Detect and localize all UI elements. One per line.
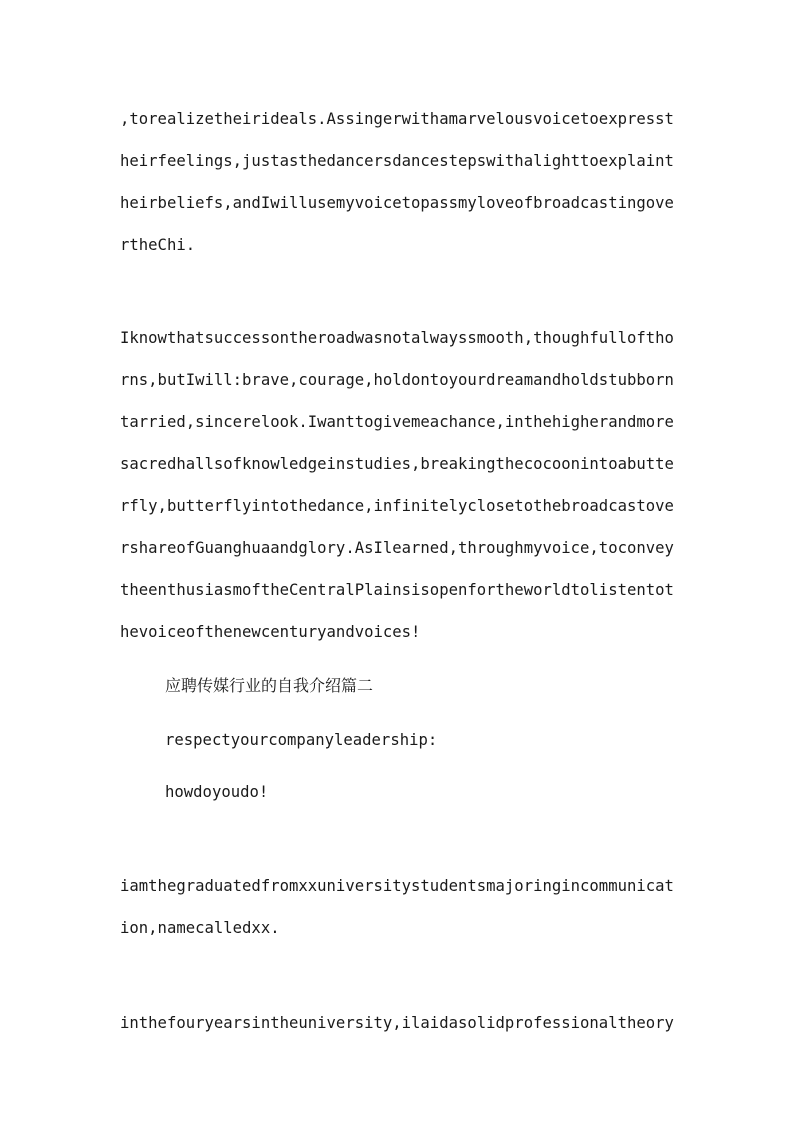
paragraph-1-line-4: rtheChi. xyxy=(120,236,196,254)
paragraph-2-line-5: rfly,butterflyintothedance,infinitelyclosetothebroadcastove xyxy=(120,497,674,515)
salutation: respectyourcompanyleadership: xyxy=(165,731,438,749)
paragraph-2-line-6: rshareofGuanghuaandglory.AsIlearned,throughmyvoice,toconvey xyxy=(120,539,674,557)
paragraph-2-line-7: theenthusiasmoftheCentralPlainsisopenfortheworldtolistentot xyxy=(120,581,674,599)
section-heading: 应聘传媒行业的自我介绍篇二 xyxy=(165,676,374,695)
paragraph-2-line-2: rns,butIwill:brave,courage,holdontoyourdreamandholdstubborn xyxy=(120,371,674,389)
paragraph-2-line-1: Iknowthatsuccessontheroadwasnotalwayssmooth,thoughfullofthо xyxy=(120,329,674,347)
paragraph-1-line-1: ,torealizetheirideals.Assingerwithamarvelousvoicetoexpresst xyxy=(120,110,674,128)
paragraph-2-line-3: tarried,sincerelook.Iwanttogivemeachance,inthehigherandmore xyxy=(120,413,674,431)
paragraph-2-line-4: sacredhallsofknowledgeinstudies,breakingthecocoonintoabutte xyxy=(120,455,674,473)
greeting: howdoyoudo! xyxy=(165,783,269,801)
paragraph-1-line-2: heirfeelings,justasthedancersdancestepswithalighttoexplaint xyxy=(120,152,674,170)
paragraph-1-line-3: heirbeliefs,andIwillusemyvoicetopassmyloveofbroadcastingove xyxy=(120,194,674,212)
intro-line-1: iamthegraduatedfromxxuniversitystudentsmajoringincommunicat xyxy=(120,877,674,895)
paragraph-2-line-8: hevoiceofthenewcenturyandvoices! xyxy=(120,623,421,641)
closing-line-1: inthefouryearsintheuniversity,ilaidasolidprofessionaltheory xyxy=(120,1014,674,1032)
intro-line-2: ion,namecalledxx. xyxy=(120,919,280,937)
